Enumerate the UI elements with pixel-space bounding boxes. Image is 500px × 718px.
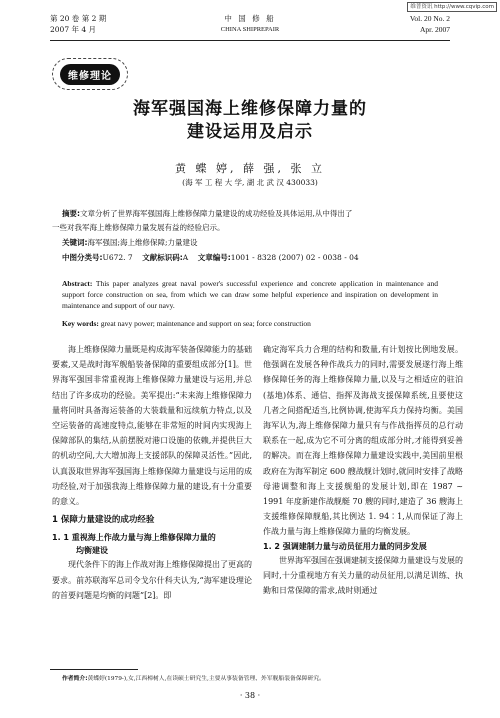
journal-name-en: CHINA SHIPREPAIR bbox=[220, 26, 280, 33]
section-badge bbox=[52, 58, 128, 90]
doc-code-value: A bbox=[182, 253, 189, 262]
section-1-1-heading-cont: 均衡建设 bbox=[76, 546, 108, 556]
abstract-en-text: This paper analyzes great naval power's successful experience and concrete application in maintenance and support force construction on sea, from which we can draw some helpful experience and inspiration on development in maintenance and support of our navy. bbox=[62, 279, 438, 310]
section-1-2-heading: 1. 2 强调建制力量与动员征用力量的同步发展 bbox=[263, 541, 427, 551]
article-title-line-2: 建设运用及启示 bbox=[187, 122, 313, 142]
keywords-text: 海军强国;海上维修保障;力量建设 bbox=[87, 238, 198, 247]
abstract-text: 文章分析了世界海军强国海上维修保障力量建设的成功经验及具体运用,从中得出了 bbox=[80, 209, 353, 218]
watermark-stamp: 维普资讯 http://www.cqvip.com bbox=[407, 2, 497, 12]
affiliation: (海 军 工 程 大 学, 湖 北 武 汉 430033) bbox=[182, 178, 318, 187]
article-no-value: 1001 - 8328 (2007) 02 - 0038 - 04 bbox=[230, 253, 359, 262]
abstract-cn-cont: 一些对我军海上维修保障力量发展有益的经验启示。 bbox=[52, 223, 225, 232]
footnote-rule bbox=[50, 669, 138, 670]
left-column bbox=[52, 342, 252, 603]
date-cn: 2007 年 4 月 bbox=[50, 25, 97, 34]
volume-issue-cn: 第 20 卷 第 2 期 bbox=[50, 14, 107, 23]
header-rule bbox=[50, 40, 450, 41]
authors: 黄 蝶 婷, 薛 强, 张 立 bbox=[175, 162, 325, 175]
section-badge-label: 维修理论 bbox=[60, 64, 120, 85]
keywords-label: 关键词: bbox=[62, 238, 88, 247]
section-1-1-paragraph-cont: 确定海军兵力合理的结构和数量,有计划按比例地发展。他强调在发展各种作战兵力的同时,需要发展遂行海上维修保障任务的海上维修保障力量,以及与之相适应的驻泊(基地)体系、通信、指挥及海战支援保障系统,且要使这几者之间搭配适当,比例协调,使海军兵力保持均衡。美国海军认为,海上维修保障力量只有与作战指挥员的总行动联系在一起,成为它不可分离的组成部分时,才能得到妥善的解决。而在海上维修保障力量建设实践中,美国前里根政府在为海军制定 600 艘战舰计划时,就同时安排了战略母港调整和海上支援舰船的发展计划,即在 1987 ~ 1991 年度新建作战舰艇 70 艘的同时,建造了 36 艘海上支援维修保障舰船,其比例达 1. 94∶1,从而保证了海上作战力量与海上维修保障力量的均衡发展。 bbox=[263, 345, 463, 537]
doc-code-label: 文献标识码: bbox=[142, 253, 183, 262]
section-1-2-paragraph: 世界海军强国在强调建制支援保障力量建设与发展的同时,十分重视地方有关力量的动员征用,以满足训练、执勤和日常保障的需求,战时则通过 bbox=[263, 555, 463, 596]
abstract-cn bbox=[62, 207, 442, 220]
clc-label: 中图分类号: bbox=[62, 253, 103, 262]
right-column bbox=[263, 342, 463, 598]
journal-name-cn: 中 国 修 船 bbox=[224, 14, 276, 23]
article-no-label: 文章编号: bbox=[197, 253, 231, 262]
classification-line bbox=[62, 251, 442, 264]
keywords-en-text: great navy power; maintenance and support on sea; force construction bbox=[100, 319, 311, 328]
footnote-label: 作者简介: bbox=[62, 676, 88, 682]
section-1-heading: 1 保障力量建设的成功经验 bbox=[52, 515, 155, 526]
abstract-label: 摘要: bbox=[62, 209, 80, 218]
footnote-text: 黄蝶婷(1979-),女,江西樟树人,在读硕士研究生,主要从事装备管理、外军舰船装备保障研究。 bbox=[87, 676, 325, 682]
intro-paragraph: 海上维修保障力量既是构成海军装备保障能力的基础要素,又是战时海军舰船装备保障的重要组成部分[1]。世界海军强国非常重视海上维修保障力量建设与运用,并总结出了许多成功的经验。美军提出:“未来海上维修保障力量将同时具备海运装备的大装载量和远续航力特点,以及空运装备的高速度特点,能够在非常短的时间内实现海上保障部队的集结,从前摆脱对港口设施的依赖,并提供巨大的机动空间,大大增加海上支援部队的保障灵活性。”因此,认真汲取世界海军强国海上维修保障力量建设与运用的成功经验,对于加强我海上维修保障力量的建设,有十分重要的意义。 bbox=[52, 345, 252, 507]
section-1-1-paragraph: 现代条件下的海上作战对海上维修保障提出了更高的要求。前苏联海军总司令戈尔什科夫认为,“海军建设理论的首要问题是均衡的问题”[2]。即 bbox=[52, 560, 252, 600]
page-number: · 38 · bbox=[239, 691, 261, 700]
keywords-en bbox=[62, 318, 438, 329]
volume-issue-en: Vol. 20 No. 2 bbox=[409, 14, 450, 23]
keywords-en-label: Key words: bbox=[62, 319, 99, 328]
author-footnote bbox=[62, 675, 325, 684]
keywords-cn bbox=[62, 236, 442, 249]
date-en: Apr. 2007 bbox=[420, 25, 450, 34]
clc-value: U672. 7 bbox=[102, 253, 133, 262]
abstract-en bbox=[62, 278, 438, 311]
article-title-line-1: 海军强国海上维修保障力量的 bbox=[133, 99, 367, 119]
section-1-1-heading: 1. 1 重视海上作战力量与海上维修保障力量的 bbox=[52, 533, 216, 543]
abstract-en-label: Abstract: bbox=[62, 279, 93, 288]
